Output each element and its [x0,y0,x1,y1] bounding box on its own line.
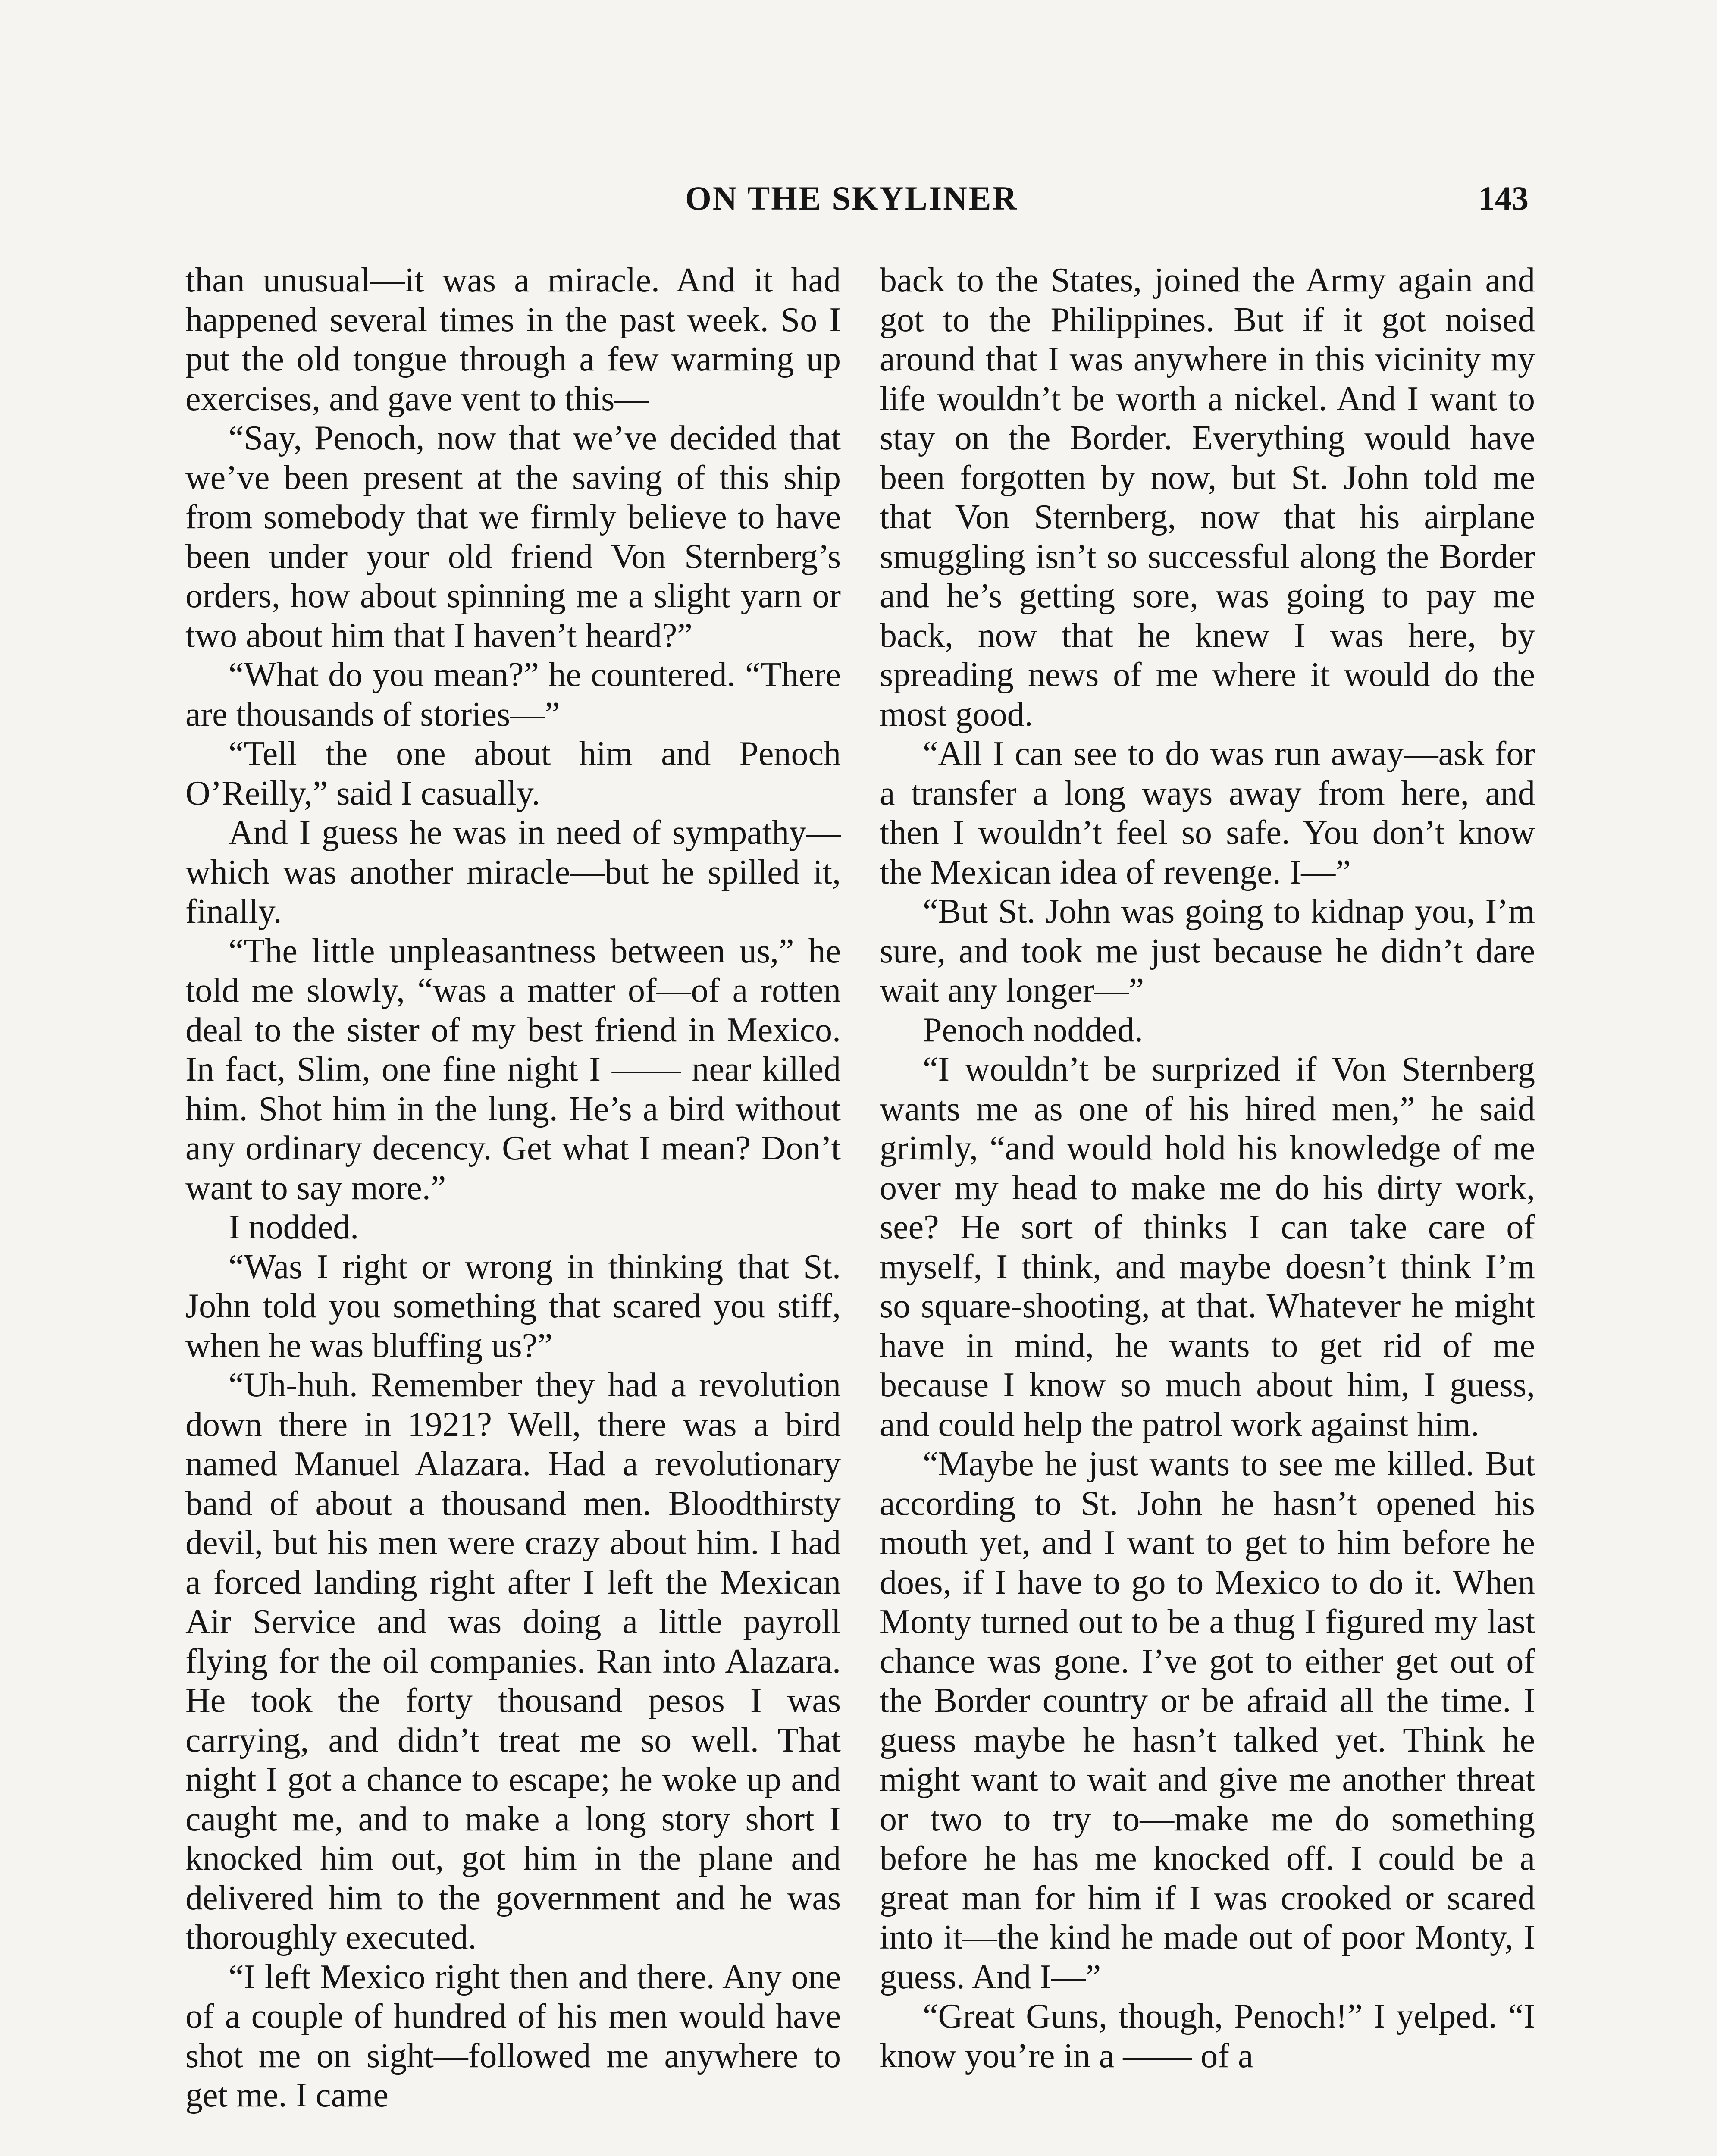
running-title: ON THE SKYLINER [685,179,1018,217]
paragraph: “Uh-huh. Remember they had a revolution down there in 1921? Well, there was a bird named Manuel Alazara. Had a revolutionary band of about a thousand men. Bloodthirsty devil, but his men were crazy about him. I had a forced landing right after I left the Mexican Air Service and was doing a little payroll flying for the oil companies. Ran into Alazara. He took the forty thousand pesos I was carrying, and didn’t treat me so well. That night I got a chance to escape; he woke up and caught me, and to make a long story short I knocked him out, got him in the plane and delivered him to the government and he was thoroughly executed. [185,1366,841,1956]
paragraph: “But St. John was going to kidnap you, I’m sure, and took me just because he didn’t dare wait any longer—” [880,893,1535,1009]
paragraph-continued: than unusual—it was a miracle. And it had happened several times in the past week. So I put the old tongue through a few warming up exercises, and gave vent to this— [185,261,841,418]
right-text-column [880,261,1535,2076]
paragraph: Penoch nodded. [923,1011,1144,1049]
paragraph: “I wouldn’t be surprized if Von Sternberg wants me as one of his hired men,” he said grimly, “and would hold his knowledge of me over my head to make me do his dirty work, see? He sort of thinks I can take care of myself, I think, and maybe doesn’t think I’m so square-shooting, at that. Whatever he might have in mind, he wants to get rid of me because I know so much about him, I guess, and could help the patrol work against him. [880,1050,1535,1444]
paragraph: “Great Guns, though, Penoch!” I yelped. “I know you’re in a —— of a [880,1997,1535,2075]
left-text-column [185,261,841,2115]
paragraph: “The little unpleasantness between us,” he told me slowly, “was a matter of—of a rotten deal to the sister of my best friend in Mexico. In fact, Slim, one fine night I —— near killed him. Shot him in the lung. He’s a bird without any ordinary decency. Get what I mean? Don’t want to say more.” [185,932,841,1207]
paragraph-continued: back to the States, joined the Army again and got to the Philippines. But if it got noised around that I was anywhere in this vicinity my life wouldn’t be worth a nickel. And I want to stay on the Border. Everything would have been forgotten by now, but St. John told me that Von Sternberg, now that his airplane smuggling isn’t so successful along the Border and he’s getting sore, was going to pay me back, now that he knew I was here, by spreading news of me where it would do the most good. [880,261,1535,733]
paragraph: And I guess he was in need of sympathy—which was another miracle—but he spilled it, finally. [185,814,841,931]
paragraph: “Tell the one about him and Penoch O’Reilly,” said I casually. [185,735,841,812]
paragraph: “All I can see to do was run away—ask for a transfer a long ways away from here, and then I wouldn’t feel so safe. You don’t know the Mexican idea of revenge. I—” [880,735,1535,891]
paragraph: “Was I right or wrong in thinking that St. John told you something that scared you stiff, when he was bluffing us?” [185,1247,841,1365]
paragraph: “I left Mexico right then and there. Any one of a couple of hundred of his men would have shot me on sight—followed me anywhere to get me. I came [185,1958,841,2114]
paragraph: “Say, Penoch, now that we’ve decided that we’ve been present at the saving of this ship from somebody that we firmly believe to have been under your old friend Von Sternberg’s orders, how about spinning me a slight yarn or two about him that I haven’t heard?” [185,419,841,655]
running-header [175,175,1529,222]
paragraph: I nodded. [229,1208,359,1246]
page-number: 143 [1478,179,1529,217]
paragraph: “What do you mean?” he countered. “There are thousands of stories—” [185,656,841,733]
paragraph: “Maybe he just wants to see me killed. But according to St. John he hasn’t opened his mouth yet, and I want to get to him before he does, if I have to go to Mexico to do it. When Monty turned out to be a thug I figured my last chance was gone. I’ve got to either get out of the Border country or be afraid all the time. I guess maybe he hasn’t talked yet. Think he might want to wait and give me another threat or two to try to—make me do something before he has me knocked off. I could be a great man for him if I was crooked or scared into it—the kind he made out of poor Monty, I guess. And I—” [880,1445,1535,1996]
